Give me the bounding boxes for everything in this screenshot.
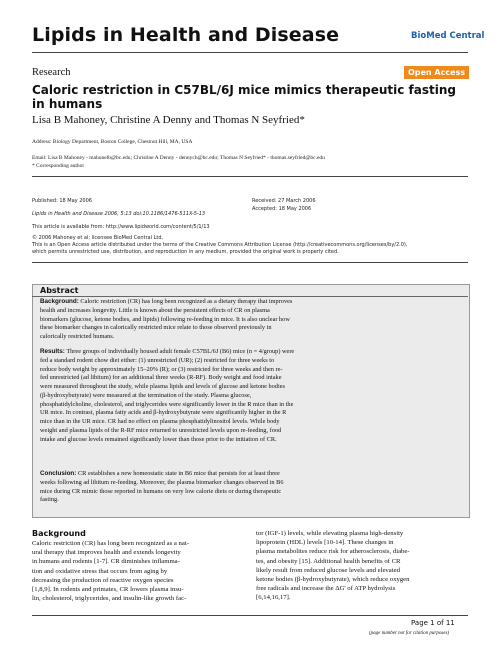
body-line: Caloric restriction (CR) has long been recognized as a nat- xyxy=(32,540,189,547)
abstract-background xyxy=(40,298,460,342)
abstract-results-line: (β-hydroxybutyrate) were measured at the termination of the study. Plasma glucose, xyxy=(40,391,252,399)
article-authors: Lisa B Mahoney, Christine A Denny and Thomas N Seyfried* xyxy=(32,114,305,126)
author-email: Email: Lisa B Mahoney - mahonelb@bc.edu; Christine A Denny - dennych@bc.edu; Thomas N Seyfried* - thomas.seyfried@bc.edu xyxy=(32,155,325,161)
author-address: Address: Biology Department, Boston College, Chestnut Hill, MA, USA xyxy=(32,139,193,145)
header-rule xyxy=(32,52,468,53)
body-line: tion and oxidative stress that occurs from aging by xyxy=(32,567,168,575)
journal-title: Lipids in Health and Disease xyxy=(32,24,340,46)
abstract-results-line: phosphatidylcholine, cholesterol, and triglycerides were significantly lower in the R mice than in the xyxy=(40,400,294,408)
body-right-column xyxy=(256,529,468,603)
license-line-2: which permits unrestricted use, distribution, and reproduction in any medium, provided the original work is properly cited. xyxy=(32,249,339,255)
publisher-logo xyxy=(411,31,484,41)
article-url[interactable]: This article is available from: http://www.lipidworld.com/content/5/1/13 xyxy=(32,224,210,230)
abstract-results-label: Results: xyxy=(40,348,65,355)
license-line-1: This is an Open Access article distributed under the terms of the Creative Commons Attribution License (http://creativecommons.org/licenses/by/2.0), xyxy=(32,242,408,248)
publisher-logo-text: BioMed Central xyxy=(411,31,485,41)
published-date: Published: 18 May 2006 xyxy=(32,198,92,204)
page-number: Page 1 of 11 xyxy=(411,619,455,627)
citation: Lipids in Health and Disease 2006, 5:13 doi:10.1186/1476-511X-5-13 xyxy=(32,211,206,217)
abstract-results-line: weight and plasma lipids of the R-RF mice returned to unrestricted levels upon re-feeding, food xyxy=(40,426,282,434)
abstract-results-line: were measured throughout the study, while plasma lipids and levels of glucose and ketone bodies xyxy=(40,383,285,390)
abstract-rule xyxy=(32,296,468,297)
open-access-badge: Open Access xyxy=(404,66,469,79)
abstract-conclusion xyxy=(40,470,460,505)
body-line: tes, and obesity [15]. Additional health benefits of CR xyxy=(256,557,401,565)
abstract-heading: Abstract xyxy=(40,286,79,295)
body-left-column xyxy=(32,539,244,603)
footer-rule xyxy=(32,615,468,616)
abstract-background-label: Background: xyxy=(40,298,79,305)
copyright: © 2006 Mahoney et al; licensee BioMed Central Ltd. xyxy=(32,235,164,241)
abstract-background-line: health and increases longevity. Little is known about the persistent effects of CR on plasma xyxy=(40,306,270,314)
abstract-results-line: reduce body weight by approximately 15–20% (R); or (3) restricted for three weeks and then re- xyxy=(40,365,283,373)
received-date: Received: 27 March 2006 xyxy=(252,198,316,204)
abstract-conclusion-label: Conclusion: xyxy=(40,470,77,477)
abstract-results-line: fed unrestricted (ad libitum) for an additional three weeks (R-RF). Body weight and food intake xyxy=(40,374,282,382)
article-title: Caloric restriction in C57BL/6J mice mimics therapeutic fasting in humans xyxy=(32,83,456,111)
abstract-results xyxy=(40,348,460,444)
body-line: lipoprotein (HDL) levels [10-14]. These changes in xyxy=(256,539,394,547)
page-note: (page number not for citation purposes) xyxy=(369,631,450,636)
abstract-conclusion-line: Conclusion: CR establishes a new homeostatic state in B6 mice that persists for at least three xyxy=(40,470,280,477)
abstract-results-line: UR mice. In contrast, plasma fatty acids and β-hydroxybutyrate were significantly higher in the R xyxy=(40,409,287,417)
abstract-conclusion-line: weeks following ad libitum re-feeding. Moreover, the plasma biomarker changes observed in B6 xyxy=(40,478,284,486)
body-line: tor (IGF-1) levels, while elevating plasma high-density xyxy=(256,530,404,537)
abstract-background-line: Background: Caloric restriction (CR) has long been recognized as a dietary therapy that improves xyxy=(40,298,293,305)
accepted-date: Accepted: 18 May 2006 xyxy=(252,206,312,212)
abstract-background-line: these biomarker changes in calorically restricted mice relate to those observed previously in xyxy=(40,324,272,332)
body-line: in humans and rodents [1-7]. CR diminishes inflamma- xyxy=(32,558,180,566)
body-line: [1,8,9]. In rodents and primates, CR lowers plasma insu- xyxy=(32,586,184,594)
abstract-results-line: fed a standard rodent chow diet either: (1) unrestricted (UR); (2) restricted for three weeks to xyxy=(40,356,275,364)
body-line: likely result from reduced glucose levels and elevated xyxy=(256,566,400,574)
abstract-results-line: intake and glucose levels remained significantly lower than those prior to the initiation of CR. xyxy=(40,435,277,443)
abstract-results-line: mice than in the UR mice. CR had no effect on plasma phosphatidylinositol levels. While body xyxy=(40,418,280,425)
meta-rule-top xyxy=(32,176,468,177)
body-line: [6,14,16,17]. xyxy=(256,594,291,602)
corresponding-author: * Corresponding author xyxy=(32,163,85,169)
body-line: ural therapy that improves health and extends longevity xyxy=(32,549,181,557)
abstract-background-line: biomarkers (glucose, ketone bodies, and lipids) following re-feeding in mice. It is also unclear how xyxy=(40,315,290,323)
body-line: lin, cholesterol, triglycerides, and insulin-like growth fac- xyxy=(32,595,187,603)
abstract-conclusion-line: mice during CR mimic those reported in humans on very low calorie diets or during therapeutic xyxy=(40,487,282,495)
body-line: free radicals and increase the ΔG' of ATP hydrolysis xyxy=(256,585,396,593)
body-line: ketone bodies (β-hydroxybutyrate), which reduce oxygen xyxy=(256,576,410,584)
section-label: Research xyxy=(32,67,71,78)
body-line: plasma metabolites reduce risk for atherosclerosis, diabe- xyxy=(256,548,410,556)
body-line: decreasing the production of reactive oxygen species xyxy=(32,576,174,584)
abstract-results-line: Results: Three groups of individually housed adult female C57BL/6J (B6) mice (n = 4/group) were xyxy=(40,348,295,355)
abstract-background-line: calorically restricted humans. xyxy=(40,333,115,340)
abstract-conclusion-line: fasting. xyxy=(40,496,59,504)
meta-rule-bottom xyxy=(32,262,468,263)
background-heading: Background xyxy=(32,529,86,538)
